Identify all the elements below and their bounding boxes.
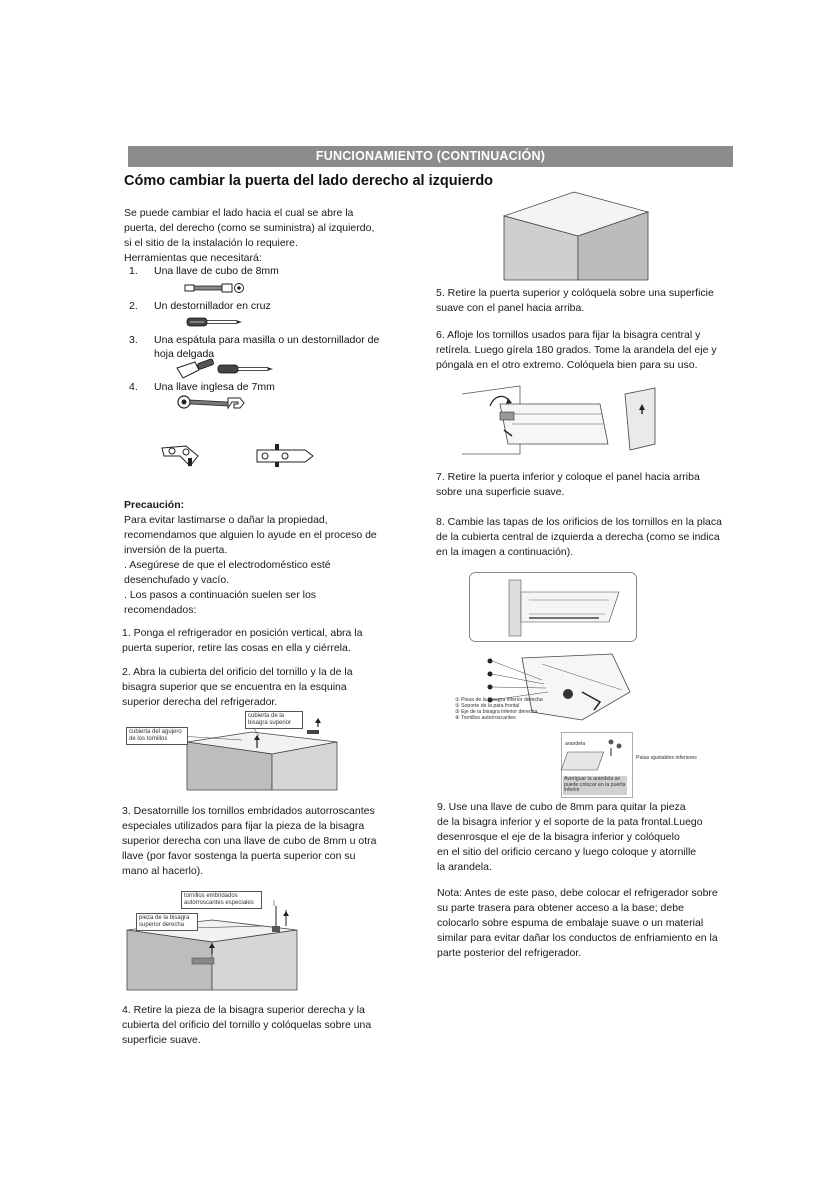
tool-item-3: 3. Una espátula para masilla o un destornillador de hoja delgada	[129, 334, 380, 360]
step-7: 7. Retire la puerta inferior y coloque el panel hacia arriba sobre una superficie suave.	[436, 471, 700, 498]
legend-item-1: ① Pieza de la bisagra inferior derecha	[455, 697, 543, 703]
washer-label: arandela	[565, 741, 586, 747]
note-block: Nota: Antes de este paso, debe colocar el refrigerador sobre su parte trasera para obtener acceso a la base; debe colocarlo sobre espuma de embalaje suave o un material similar para evitar dañar los conductos de enfriamiento en la parte posterior del refrigerador.	[437, 887, 718, 959]
socket-wrench-icon	[185, 281, 245, 295]
adjustable-feet-label: Patas ajustables inferiores	[636, 755, 697, 761]
hinge-piece-label: pieza de la bisagra superior derecha	[136, 913, 198, 931]
step-4: 4. Retire la pieza de la bisagra superior derecha y la cubierta del orificio del tornillo y colóquelas sobre una superficie suave.	[122, 1004, 372, 1046]
screw-cover-label: cubierta del agujero de los tornillos	[126, 727, 188, 745]
screws-label: tornillos embridados autorroscantes especiales	[181, 891, 262, 909]
legend-item-2: ② Soporte de la pata frontal	[455, 703, 520, 709]
step-5: 5. Retire la puerta superior y colóquela sobre una superficie suave con el panel hacia arriba.	[436, 287, 714, 314]
legend-item-4: ④ Tornillos autorroscantes	[455, 715, 516, 721]
hinge-part-icon	[158, 442, 208, 470]
putty-knife-icon	[175, 360, 215, 382]
screwdriver-icon	[187, 316, 243, 328]
washer-note: Averiguar la arandela se puede colocar en la puerta inferior	[564, 776, 626, 793]
screwdriver-icon	[218, 363, 274, 375]
precaution-block: Precaución: Para evitar lastimarse o dañar la propiedad, recomendamos que alguien lo ayude en el proceso de inversión de la puerta. . Asegúrese de que el electrodoméstico esté desenchufado y vacío. . Los pasos a continuación suelen ser los recomendados:	[124, 499, 377, 616]
step-9: 9. Use una llave de cubo de 8mm para quitar la pieza de la bisagra inferior y el soporte de la pata frontal.Luego desenrosque el eje de la bisagra inferior y colóquelo en el sitio del orificio cercano y luego coloque y atornille la arandela.	[437, 801, 703, 873]
section-banner: FUNCIONAMIENTO (CONTINUACIÓN)	[128, 146, 733, 167]
step-1: 1. Ponga el refrigerador en posición vertical, abra la puerta superior, retire las cosas en ella y ciérrela.	[122, 627, 363, 654]
legend-item-3: ③ Eje de la bisagra inferior derecha	[455, 709, 538, 715]
page-title: Cómo cambiar la puerta del lado derecho al izquierdo	[124, 173, 494, 189]
center-hinge-figure	[460, 384, 665, 456]
step-3: 3. Desatornille los tornillos embridados autorroscantes especiales utilizados para fijar la pieza de la bisagra superior derecha con una llave de cubo de 8mm u otra llave (por favor sostenga la puerta superior con su mano al hacerlo).	[122, 805, 377, 877]
hinge-cover-label: cubierta de la bisagra superior	[245, 711, 303, 729]
step-2: 2. Abra la cubierta del orificio del tornillo y la de la bisagra superior que se encuentra en la esquina superior derecha del refrigerador.	[122, 666, 353, 708]
cover-plate-figure	[469, 572, 637, 642]
intro-text: Se puede cambiar el lado hacia el cual se abre la puerta, del derecho (como se suministra) al izquierdo, si el sitio de la instalación lo requiere. Herramientas que necesitará:	[124, 207, 375, 264]
hinge-bracket-icon	[255, 442, 315, 468]
door-figure	[502, 190, 650, 282]
wrench-icon	[176, 394, 246, 412]
step-6: 6. Afloje los tornillos usados para fijar la bisagra central y retírela. Luego gírela 180 grados. Tome la arandela del eje y póngala en el otro extremo. Colóquela bien para su uso.	[436, 329, 717, 371]
step-8: 8. Cambie las tapas de los orificios de los tornillos en la placa de la cubierta central de izquierda a derecha (como se indica en la imagen a continuación).	[436, 516, 722, 558]
